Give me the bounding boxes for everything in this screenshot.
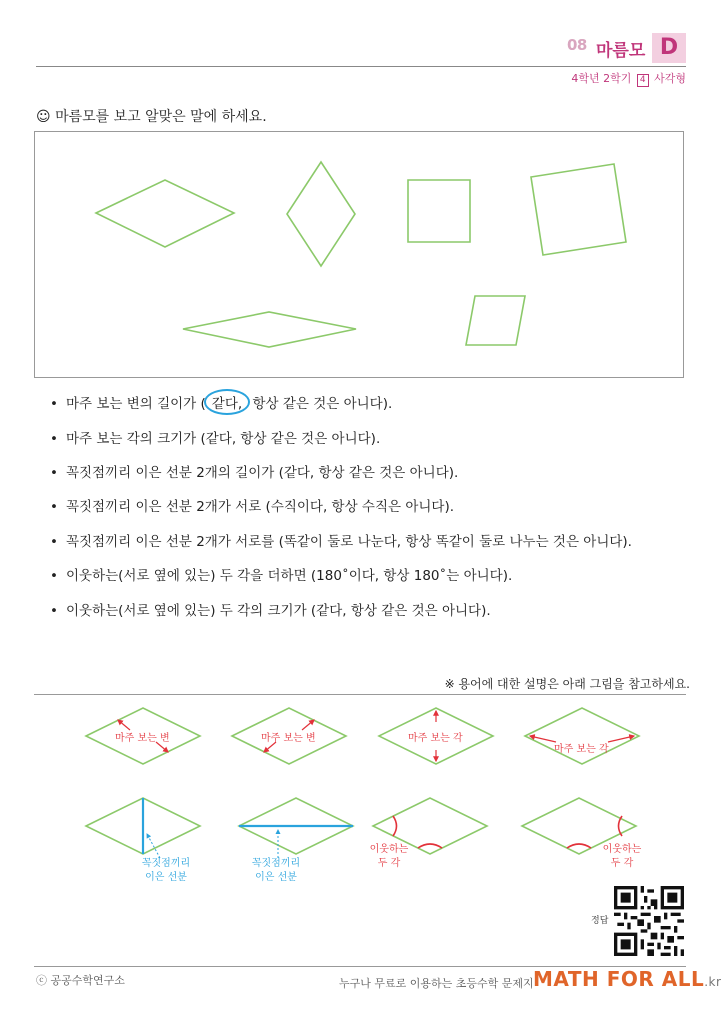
logo-math: MATH <box>533 967 600 991</box>
grade-semester: 4학년 2학기 <box>571 72 632 85</box>
math-for-all-logo[interactable] <box>533 967 721 991</box>
label-opposite-sides: 마주 보는 변 <box>261 733 316 744</box>
bullet: • <box>50 396 58 412</box>
worksheet-title: 마름모 <box>596 41 646 61</box>
bullet: • <box>50 465 58 481</box>
arrow <box>118 720 130 730</box>
rhombus-small <box>466 296 525 345</box>
bullet: • <box>50 534 58 550</box>
label-adjacent: 이웃하는 <box>369 844 409 855</box>
question-5 <box>50 530 632 550</box>
instruction-text: 마름모를 보고 알맞은 말에 하세요. <box>55 109 267 125</box>
rhombus-wide <box>96 180 234 247</box>
question-text: 꼭짓점끼리 이은 선분 2개의 길이가 (같다, 항상 같은 것은 아니다). <box>65 465 459 481</box>
bullet: • <box>50 431 58 447</box>
question-3 <box>50 461 458 481</box>
copyright: ⓒ 공공수학연구소 <box>36 974 125 987</box>
logo-all: ALL <box>661 967 705 991</box>
rhombus-tilted-square <box>531 164 626 255</box>
question-1 <box>50 392 392 412</box>
rhombus-tall <box>287 162 355 266</box>
question-text-suffix: 항상 같은 것은 아니다). <box>248 396 393 412</box>
unit-number: 4 <box>637 74 649 87</box>
logo-tld: .kr <box>704 975 722 989</box>
logo-for: FOR <box>606 967 655 991</box>
question-2 <box>50 427 380 447</box>
angle-arc <box>567 844 591 848</box>
question-7 <box>50 599 491 619</box>
label-adjacent: 두 각 <box>610 858 634 869</box>
smiley-icon: ☺ <box>36 109 51 125</box>
footer-slogan: 누구나 무료로 이용하는 초등수학 문제지 <box>339 977 534 990</box>
question-text: 이웃하는(서로 옆에 있는) 두 각의 크기가 (같다, 항상 같은 것은 아니다). <box>65 603 491 619</box>
arrow <box>302 720 314 730</box>
rhombus-flat <box>183 312 356 347</box>
answer-label: 정답 <box>591 916 609 926</box>
worksheet-number: 08 <box>567 36 587 54</box>
answer-qr-code[interactable] <box>614 886 684 956</box>
terminology-note: ※ 용어에 대한 설명은 아래 그림을 참고하세요. <box>444 677 690 691</box>
circled-answer: 같다, <box>204 389 250 415</box>
level-badge: D <box>652 33 686 63</box>
angle-arc <box>393 816 397 836</box>
question-text: 꼭짓점끼리 이은 선분 2개가 서로를 (똑같이 둘로 나눈다, 항상 똑같이 둘로 나누는 것은 아니다). <box>65 534 632 550</box>
question-text: 마주 보는 각의 크기가 (같다, 항상 같은 것은 아니다). <box>65 431 381 447</box>
question-4 <box>50 495 454 515</box>
label-diagonal: 꼭짓점끼리 <box>251 858 301 869</box>
unit-name: 사각형 <box>654 72 686 85</box>
question-text: 꼭짓점끼리 이은 선분 2개가 서로 (수직이다, 항상 수직은 아니다). <box>65 499 455 515</box>
terminology-diagrams <box>0 690 724 900</box>
label-adjacent: 두 각 <box>377 858 401 869</box>
question-text: 마주 보는 변의 길이가 ( <box>65 396 206 412</box>
label-diagonal: 이은 선분 <box>255 872 297 883</box>
label-opposite-angles: 마주 보는 각 <box>554 744 609 755</box>
label-adjacent: 이웃하는 <box>602 844 642 855</box>
label-opposite-sides: 마주 보는 변 <box>115 733 170 744</box>
bullet: • <box>50 568 58 584</box>
label-opposite-angles: 마주 보는 각 <box>408 733 463 744</box>
rhombus-square <box>408 180 470 242</box>
angle-arc <box>418 844 442 848</box>
rhombus-examples <box>0 0 724 400</box>
label-diagonal: 이은 선분 <box>145 872 187 883</box>
bullet: • <box>50 499 58 515</box>
question-6 <box>50 564 512 584</box>
question-text: 이웃하는(서로 옆에 있는) 두 각을 더하면 (180˚이다, 항상 180˚는 아니다). <box>65 568 513 584</box>
diagram-rhombus-4 <box>525 708 639 764</box>
label-diagonal: 꼭짓점끼리 <box>141 858 191 869</box>
bullet: • <box>50 603 58 619</box>
